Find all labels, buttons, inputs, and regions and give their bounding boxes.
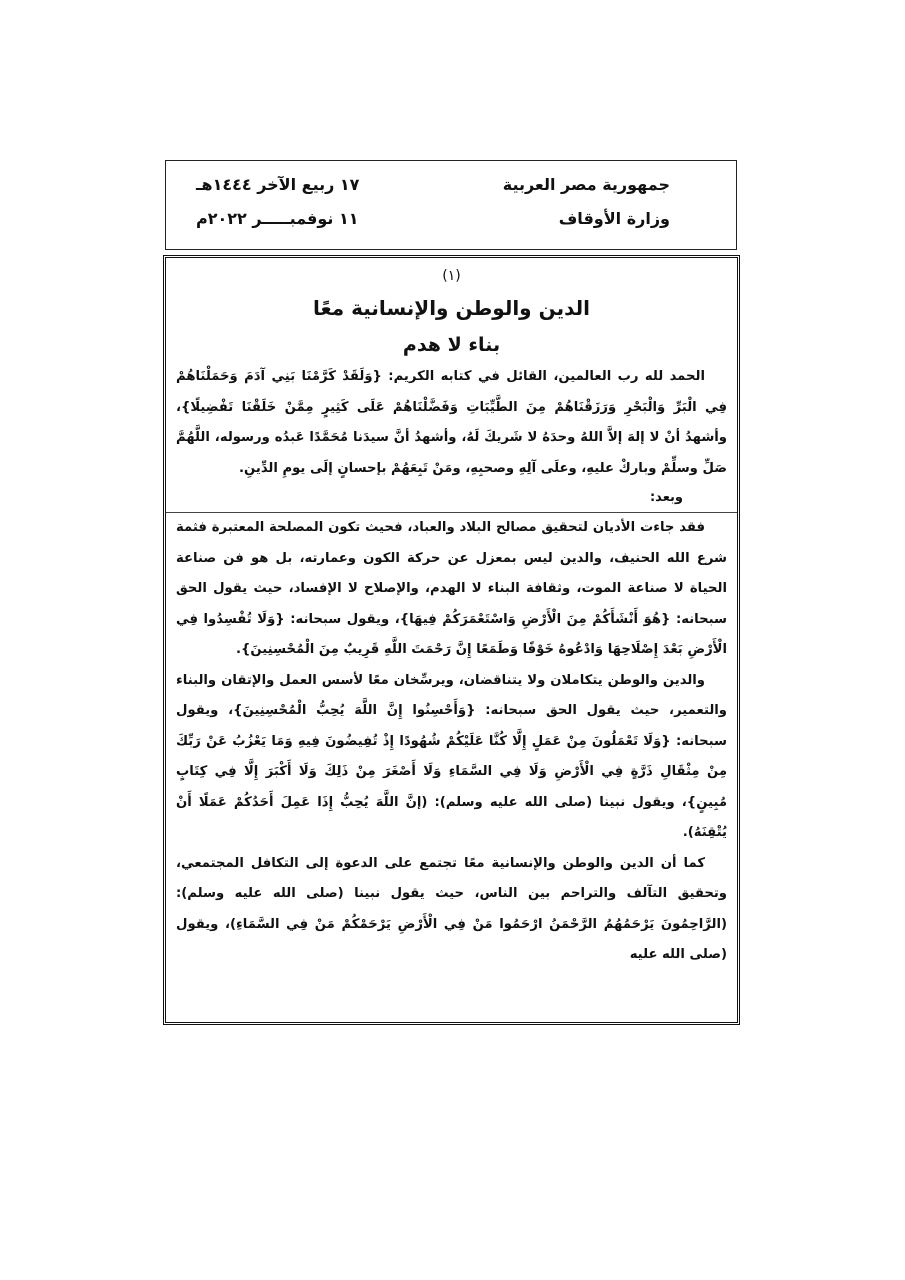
header-box <box>165 160 737 250</box>
intro-paragraph: الحمد لله رب العالمين، القائل في كتابه الكريم: {وَلَقَدْ كَرَّمْنَا بَنِي آدَمَ وَحَمَلْنَاهُمْ فِي الْبَرِّ وَالْبَحْرِ وَرَزَقْنَاهُمْ مِنَ الطَّيِّبَاتِ وَفَضَّلْنَاهُمْ عَلَى كَثِيرٍ مِمَّنْ خَلَقْنَا تَفْضِيلًا}، وأشهدُ أنْ لا إلهَ إلاَّ اللهُ وحدَهُ لا شَريكَ لَهُ، وأشهدُ أنَّ سيدَنا مُحَمَّدًا عَبدُه ورسوله، اللَّهُمَّ صَلِّ وسلِّمْ وباركْ عليهِ، وعلَى آلِهِ وصحبِهِ، ومَنْ تَبِعَهُمْ بإحسانٍ إلَى يومِ الدِّينِ. <box>176 369 727 476</box>
sermon-subtitle: بناء لا هدم <box>402 334 501 356</box>
paragraph-2: والدين والوطن يتكاملان ولا يتناقضان، ويرسِّخان معًا لأسس العمل والإتقان والبناء والتعمير، حيث يقول الحق سبحانه: {وَأَحْسِنُوا إِنَّ اللَّهَ يُحِبُّ الْمُحْسِنِينَ}، ويقول سبحانه: {وَلَا تَعْمَلُونَ مِنْ عَمَلٍ إِلَّا كُنَّا عَلَيْكُمْ شُهُودًا إِذْ تُفِيضُونَ فِيهِ وَمَا يَعْزُبُ عَنْ رَبِّكَ مِنْ مِثْقَالِ ذَرَّةٍ فِي الْأَرْضِ وَلَا فِي السَّمَاءِ وَلَا أَصْغَرَ مِنْ ذَلِكَ وَلَا أَكْبَرَ إِلَّا فِي كِتَابٍ مُبِينٍ}، ويقول نبينا (صلى الله عليه وسلم): (إنَّ اللَّهَ يُحِبُّ إِذَا عَمِلَ أَحَدُكُمْ عَمَلًا أَنْ يُتْقِنَهُ). <box>176 672 727 840</box>
ministry-name: وزارة الأوقاف <box>558 209 670 228</box>
paragraph-1: فقد جاءت الأديان لتحقيق مصالح البلاد والعباد، فحيث تكون المصلحة المعتبرة فثمة شرع الله الحنيف، والدين ليس بمعزل عن حركة الكون وعمارته، بل هو فن صناعة الحياة لا صناعة الموت، وثقافة البناء لا الهدم، والإصلاح لا الإفساد، حيث يقول الحق سبحانه: {هُوَ أَنْشَأَكُمْ مِنَ الْأَرْضِ وَاسْتَعْمَرَكُمْ فِيهَا}، ويقول سبحانه: {وَلَا تُفْسِدُوا فِي الْأَرْضِ بَعْدَ إِصْلَاحِهَا وَادْعُوهُ خَوْفًا وَطَمَعًا إِنَّ رَحْمَتَ اللَّهِ قَرِيبٌ مِنَ الْمُحْسِنِينَ}. <box>176 520 727 657</box>
gregorian-date: ١١ نوفمبـــــر ٢٠٢٢م <box>196 209 359 228</box>
paragraph-3: كما أن الدين والوطن والإنسانية معًا تجتمع على الدعوة إلى التكافل المجتمعي، وتحقيق التآلف والتراحم بين الناس، حيث يقول نبينا (صلى الله عليه وسلم): (الرَّاحِمُونَ يَرْحَمُهُمُ الرَّحْمَنُ ارْحَمُوا مَنْ فِي الْأَرْضِ يَرْحَمْكُمْ مَنْ فِي السَّمَاءِ)، ويقول (صلى الله عليه <box>176 855 727 962</box>
header-row-top <box>166 175 736 205</box>
country-name: جمهورية مصر العربية <box>502 175 670 194</box>
sermon-frame <box>163 255 740 1025</box>
header-row-bottom <box>166 209 736 239</box>
wa-baad-label: وبعد: <box>166 484 737 513</box>
sermon-number: (١) <box>442 268 461 284</box>
hijri-date: ١٧ ربيع الآخر ١٤٤٤هـ <box>196 175 360 194</box>
sermon-title: الدين والوطن والإنسانية معًا <box>312 296 591 320</box>
sermon-body <box>176 264 727 1016</box>
